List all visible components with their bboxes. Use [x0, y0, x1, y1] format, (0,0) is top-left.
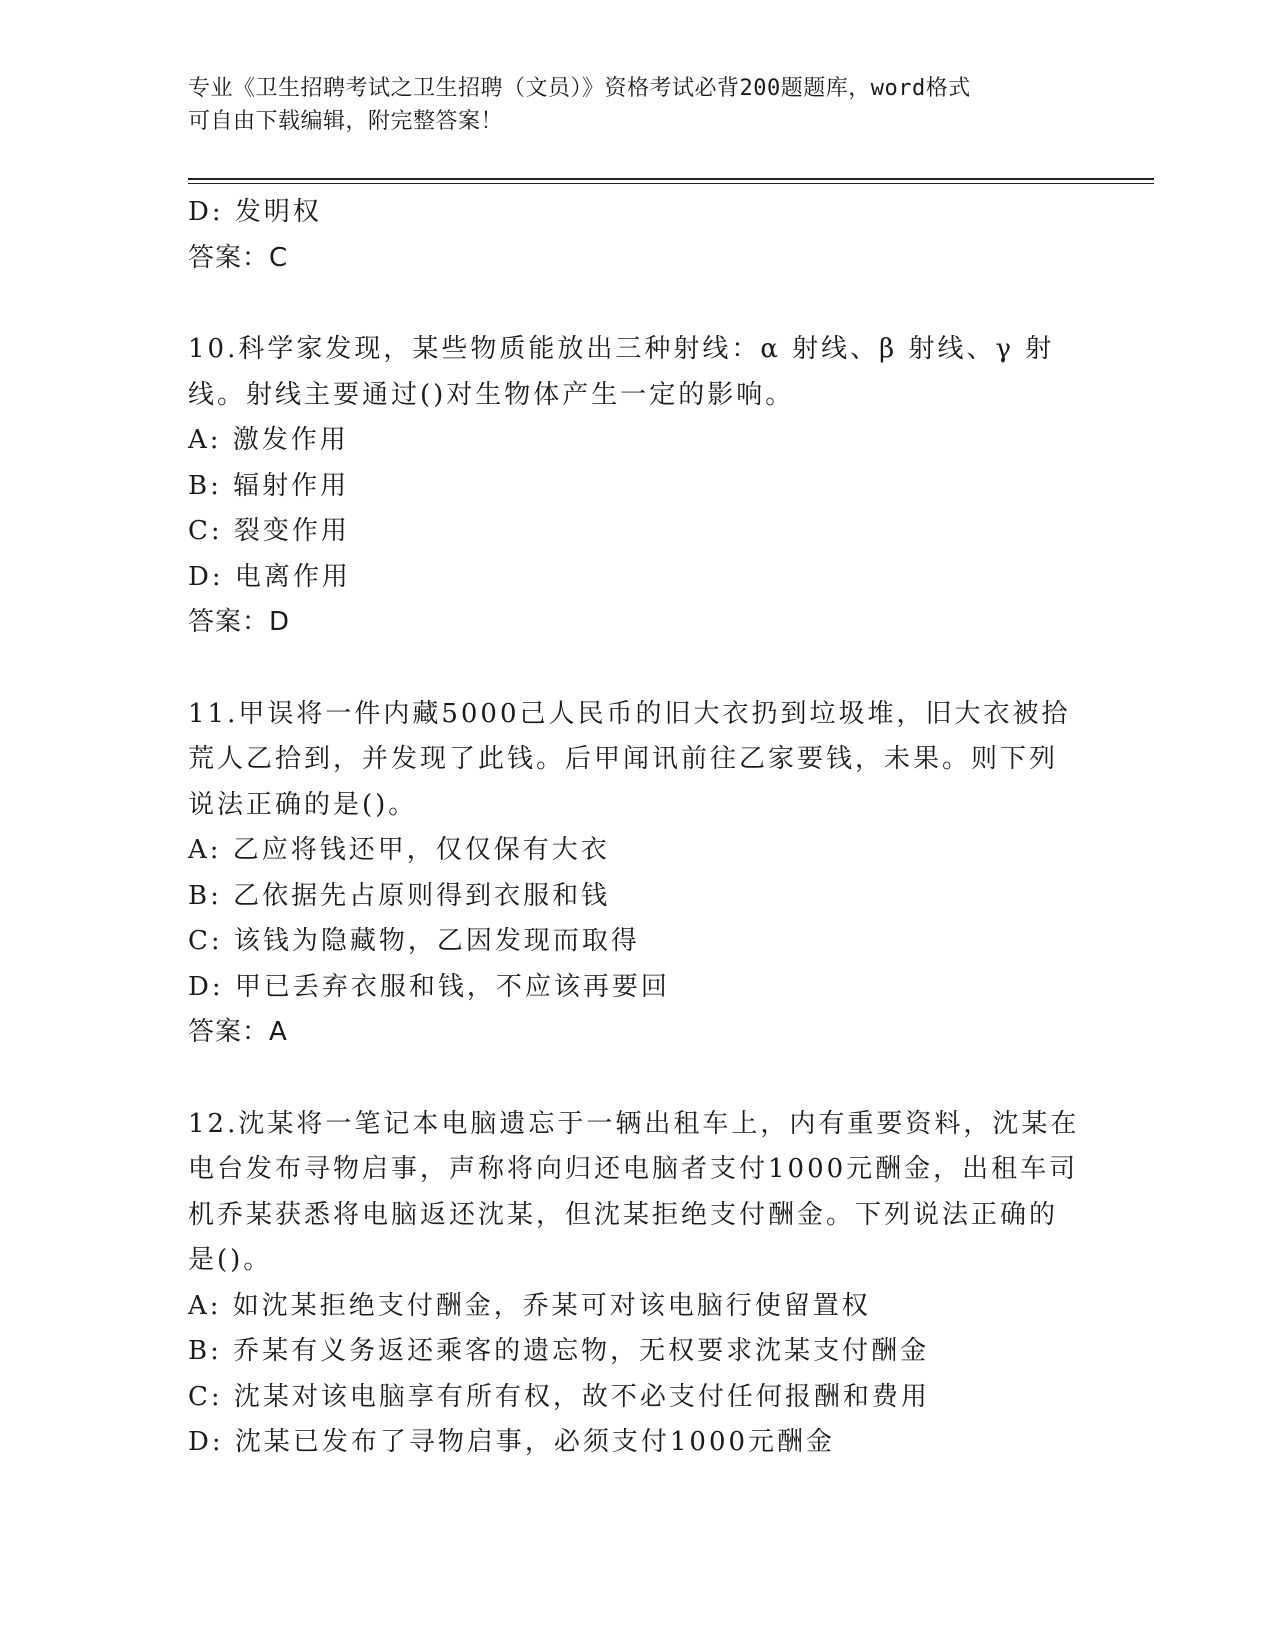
question-11-stem-line-1: 11.甲误将一件内藏5000己人民币的旧大衣扔到垃圾堆，旧大衣被拾	[188, 698, 1071, 729]
question-10-answer: 答案：D	[188, 607, 291, 637]
question-12-option-c: C: 沈某对该电脑享有所有权，故不必支付任何报酬和费用	[188, 1381, 930, 1412]
question-11-stem-line-2: 荒人乙拾到，并发现了此钱。后甲闻讯前往乙家要钱，未果。则下列	[188, 744, 1059, 774]
question-11-answer: 答案：A	[188, 1017, 288, 1047]
question-11-option-b: B: 乙依据先占原则得到衣服和钱	[188, 880, 611, 911]
question-11-option-a: A: 乙应将钱还甲，仅仅保有大衣	[188, 835, 610, 865]
spacer	[188, 281, 1088, 327]
header-line-2: 可自由下载编辑，附完整答案！	[188, 109, 504, 134]
question-12-option-d: D: 沈某已发布了寻物启事，必须支付1000元酬金	[188, 1427, 836, 1457]
question-12-option-b: B: 乔某有义务返还乘客的遗忘物，无权要求沈某支付酬金	[188, 1336, 930, 1366]
spacer	[188, 646, 1088, 692]
question-11	[188, 692, 1088, 1056]
question-10-option-b: B: 辐射作用	[188, 470, 350, 501]
question-content	[188, 190, 1088, 1466]
question-12-stem-line-3: 机乔某获悉将电脑返还沈某，但沈某拒绝支付酬金。下列说法正确的	[188, 1199, 1059, 1230]
question-10-option-c: C: 裂变作用	[188, 516, 350, 546]
question-10-option-a: A: 激发作用	[188, 425, 349, 455]
header-line-1: 专业《卫生招聘考试之卫生招聘（文员）》资格考试必背200题题库，word格式	[188, 76, 971, 101]
question-10-stem-line-2: 线。射线主要通过()对生物体产生一定的影响。	[188, 379, 795, 410]
spacer	[188, 1056, 1088, 1102]
prev-option-d: D: 发明权	[188, 197, 322, 227]
question-12-stem-line-1: 12.沈某将一笔记本电脑遗忘于一辆出租车上，内有重要资料，沈某在	[188, 1108, 1080, 1139]
question-10-option-d: D: 电离作用	[188, 561, 351, 592]
question-11-option-d: D: 甲已丢弃衣服和钱，不应该再要回	[188, 971, 670, 1002]
prev-answer: 答案：C	[188, 242, 289, 273]
question-11-stem-line-3: 说法正确的是()。	[188, 789, 418, 820]
question-12-stem-line-2: 电台发布寻物启事，声称将向归还电脑者支付1000元酬金，出租车司	[188, 1154, 1079, 1184]
question-12-option-a: A: 如沈某拒绝支付酬金，乔某可对该电脑行使留置权	[188, 1290, 871, 1321]
question-10	[188, 327, 1088, 646]
header-rule-thick	[188, 178, 1154, 180]
question-12-stem-line-4: 是()。	[188, 1245, 273, 1275]
header-rule-thin	[188, 183, 1154, 184]
question-12	[188, 1102, 1088, 1466]
question-11-option-c: C: 该钱为隐藏物，乙因发现而取得	[188, 926, 640, 956]
question-10-stem-line-1: 10.科学家发现，某些物质能放出三种射线：α 射线、β 射线、γ 射	[188, 334, 1055, 364]
document-header	[188, 72, 1068, 138]
